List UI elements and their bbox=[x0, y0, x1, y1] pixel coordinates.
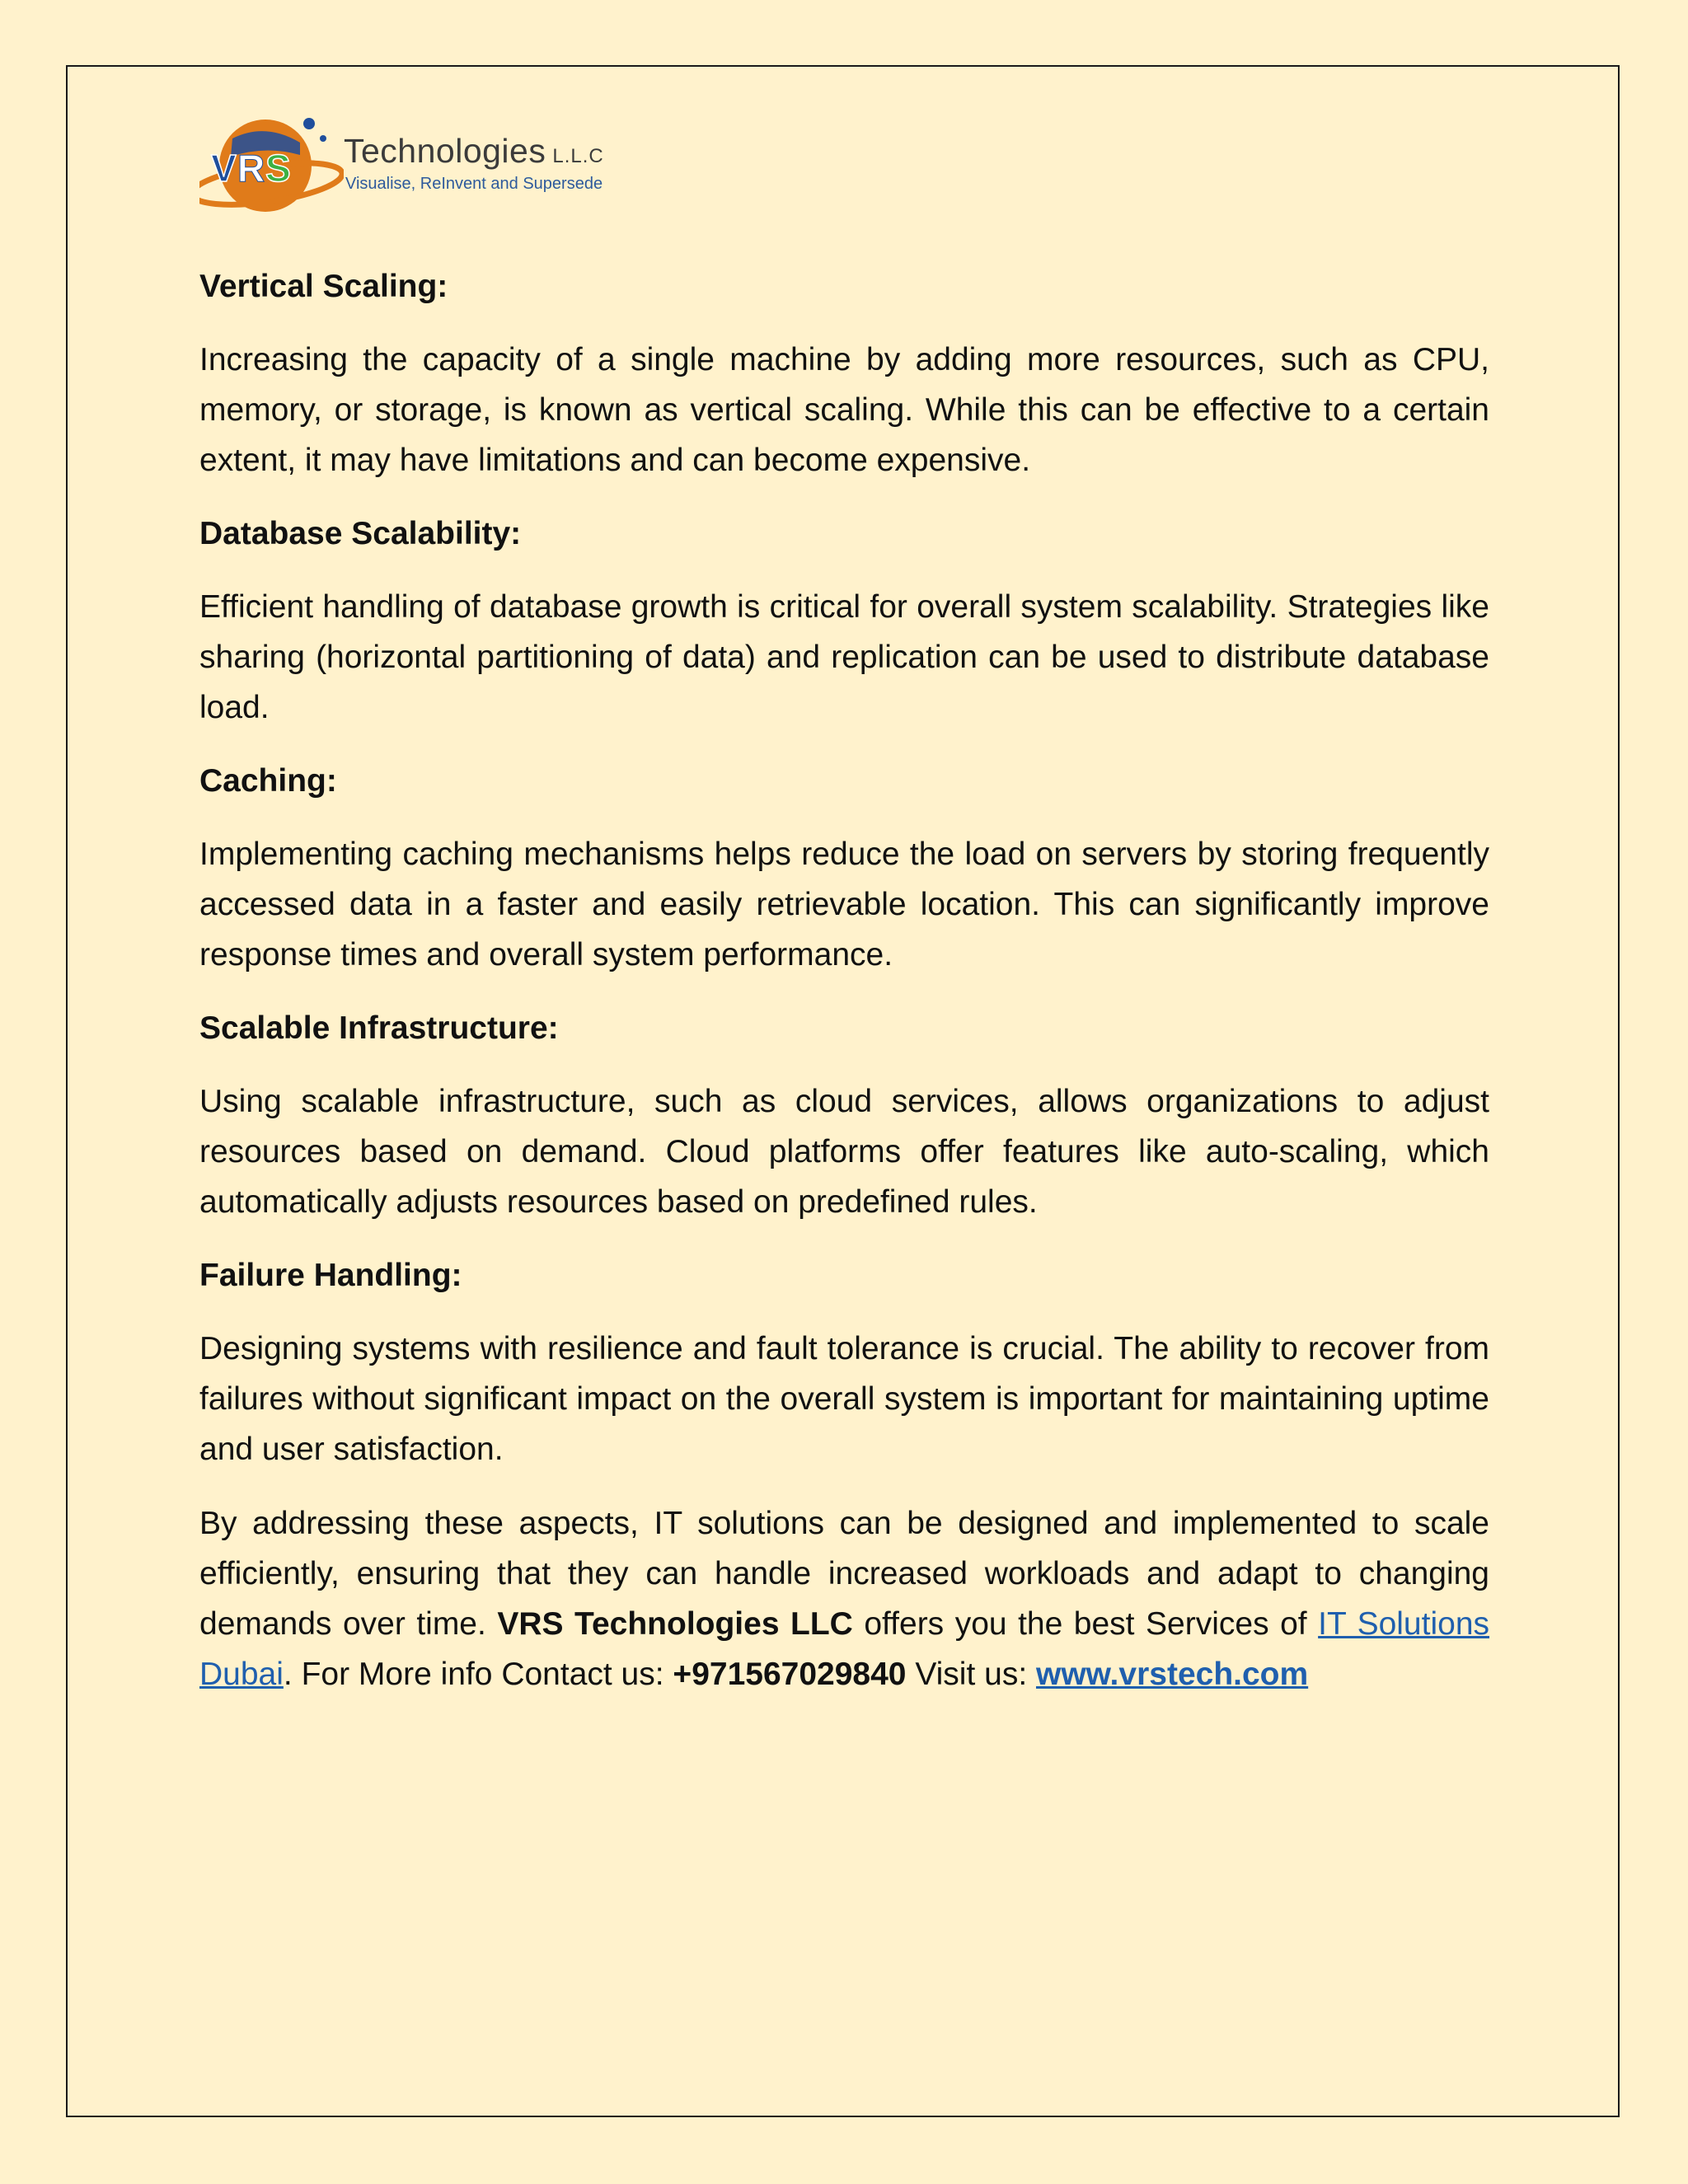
company-name: VRS Technologies LLC bbox=[497, 1606, 853, 1642]
svg-text:V: V bbox=[211, 147, 237, 190]
company-logo bbox=[199, 105, 645, 221]
section-heading: Scalable Infrastructure: bbox=[199, 1010, 559, 1046]
section-body: Increasing the capacity of a single machine by adding more resources, such as CPU, memory, or storage, is known as vertical scaling. While this can be effective to a certain extent, it may have limitations and can become expensive. bbox=[199, 342, 1489, 478]
section-body: Implementing caching mechanisms helps reduce the load on servers by storing frequently accessed data in a faster and easily retrievable location. This can significantly improve response times and overall system performance. bbox=[199, 837, 1489, 972]
svg-text:S: S bbox=[265, 147, 291, 190]
logo-name: Technologies bbox=[344, 132, 546, 170]
it-solutions-dubai-link[interactable]: IT Solutions Dubai bbox=[199, 1606, 1490, 1692]
closing-text: Visit us: bbox=[906, 1657, 1036, 1692]
closing-text: offers you the best Services of bbox=[852, 1606, 1319, 1642]
closing-text: By addressing these aspects, IT solutions can be designed and implemented to scale efficiently, ensuring that they can handle increased workloads and adapt to changing demands over time. bbox=[199, 1506, 1489, 1642]
section-body: Designing systems with resilience and fault tolerance is crucial. The ability to recover from failures without significant impact on the overall system is important for maintaining uptime and user satisfaction. bbox=[199, 1331, 1489, 1467]
svg-text:R: R bbox=[237, 147, 265, 190]
phone-number: +971567029840 bbox=[673, 1657, 907, 1692]
section-heading: Vertical Scaling: bbox=[199, 269, 448, 304]
section-body: Using scalable infrastructure, such as cloud services, allows organizations to adjust resources based on demand. Cloud platforms offer features like auto-scaling, which automatically adjusts resources based on predefined rules. bbox=[199, 1084, 1489, 1220]
logo-tagline: Visualise, ReInvent and Supersede bbox=[345, 175, 603, 193]
logo-suffix: L.L.C bbox=[552, 145, 604, 167]
section-heading: Database Scalability: bbox=[199, 516, 522, 551]
section-heading: Failure Handling: bbox=[199, 1258, 462, 1293]
section-body: Efficient handling of database growth is critical for overall system scalability. Strategies like sharing (horizontal partitioning of data) and replication can be used to distribute database load. bbox=[199, 589, 1489, 725]
closing-text: . For More info Contact us: bbox=[283, 1657, 673, 1692]
section-heading: Caching: bbox=[199, 763, 337, 799]
website-link[interactable]: www.vrstech.com bbox=[1036, 1657, 1309, 1692]
vrs-globe-icon bbox=[199, 105, 344, 221]
closing-paragraph bbox=[199, 1498, 1489, 1699]
document-body bbox=[199, 262, 1489, 1723]
